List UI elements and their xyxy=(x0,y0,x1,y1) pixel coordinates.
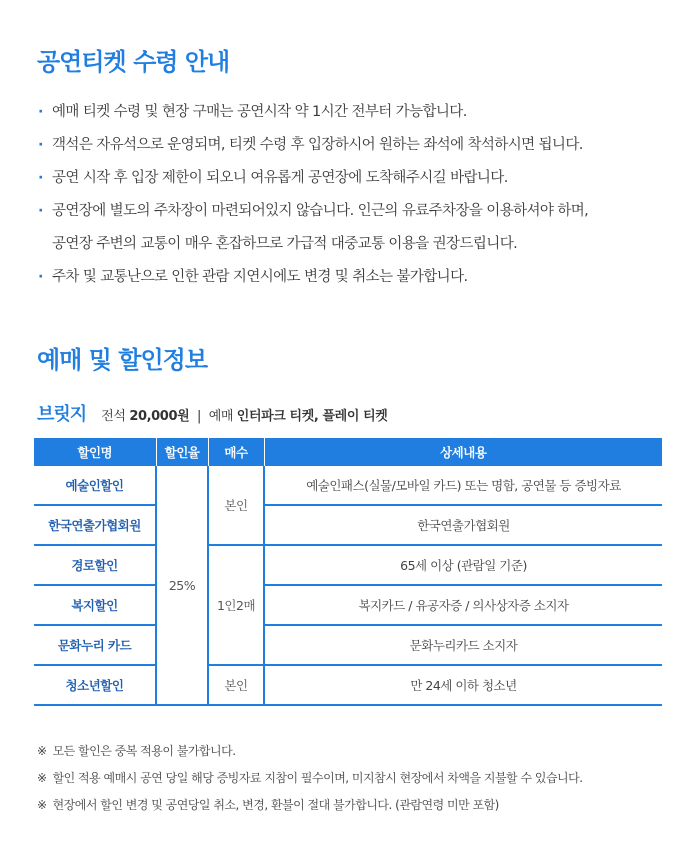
list-item: · 예매 티켓 수령 및 현장 구매는 공연시작 약 1시간 전부터 가능합니다. xyxy=(38,96,678,129)
table-row xyxy=(34,505,662,545)
list-item: · 공연장에 별도의 주차장이 마련되어있지 않습니다. 인근의 유료주차장을 이용하셔야 하며, xyxy=(38,195,678,228)
discount-detail: 복지카드 / 유공자증 / 의사상자증 소지자 xyxy=(264,585,662,625)
discount-rate: 25% xyxy=(156,466,208,705)
list-item: · 공연 시작 후 입장 제한이 되오니 여유롭게 공연장에 도착해주시길 바랍니다. xyxy=(38,162,678,195)
ticket-section-title: 공연티켓 수령 안내 xyxy=(37,48,230,76)
note-text: 모든 할인은 중복 적용이 불가합니다. xyxy=(52,744,236,758)
discount-name: 문화누리 카드 xyxy=(34,625,156,665)
list-item: · 객석은 자유석으로 운영되며, 티켓 수령 후 입장하시어 원하는 좌석에 착석하시면 됩니다. xyxy=(38,129,678,162)
discount-detail: 만 24세 이하 청소년 xyxy=(264,665,662,705)
show-info-line xyxy=(37,400,387,426)
table-header-row xyxy=(34,438,662,466)
notes-list xyxy=(37,738,677,819)
ticket-price: 20,000원 xyxy=(129,409,190,424)
ticket-count: 1인2매 xyxy=(208,545,264,665)
table-row xyxy=(34,625,662,665)
seat-label: 전석 xyxy=(101,409,126,424)
header-details: 상세내용 xyxy=(264,438,662,466)
discount-table xyxy=(34,438,662,706)
note-item xyxy=(37,738,677,765)
header-discount-rate: 할인율 xyxy=(156,438,208,466)
discount-name: 한국연출가협회원 xyxy=(34,505,156,545)
table-row xyxy=(34,585,662,625)
separator: | xyxy=(197,409,201,424)
ticket-count: 본인 xyxy=(208,466,264,545)
note-text: 현장에서 할인 변경 및 공연당일 취소, 변경, 환불이 절대 불가합니다. (관람연령 미만 포함) xyxy=(52,798,499,812)
header-ticket-count: 매수 xyxy=(208,438,264,466)
table-row xyxy=(34,466,662,505)
booking-vendors: 인터파크 티켓, 플레이 티켓 xyxy=(236,409,388,424)
list-item: · 주차 및 교통난으로 인한 관람 지연시에도 변경 및 취소는 불가합니다. xyxy=(38,261,678,294)
discount-detail: 65세 이상 (관람일 기준) xyxy=(264,545,662,585)
table-row xyxy=(34,665,662,705)
discount-detail: 한국연출가협회원 xyxy=(264,505,662,545)
note-item xyxy=(37,792,677,819)
note-mark: ※ xyxy=(37,771,47,785)
table-row xyxy=(34,545,662,585)
discount-name: 경로할인 xyxy=(34,545,156,585)
note-text: 할인 적용 예매시 공연 당일 해당 증빙자료 지참이 필수이며, 미지참시 현장에서 차액을 지불할 수 있습니다. xyxy=(52,771,583,785)
discount-detail: 예술인패스(실물/모바일 카드) 또는 명함, 공연물 등 증빙자료 xyxy=(264,466,662,505)
note-item xyxy=(37,765,677,792)
show-price-info xyxy=(101,409,387,424)
discount-name: 청소년할인 xyxy=(34,665,156,705)
note-mark: ※ xyxy=(37,798,47,812)
discount-name: 복지할인 xyxy=(34,585,156,625)
list-item-continuation: 공연장 주변의 교통이 매우 혼잡하므로 가급적 대중교통 이용을 권장드립니다. xyxy=(52,236,518,252)
discount-name: 예술인할인 xyxy=(34,466,156,505)
header-discount-name: 할인명 xyxy=(34,438,156,466)
ticket-notice-list xyxy=(38,96,678,294)
discount-detail: 문화누리카드 소지자 xyxy=(264,625,662,665)
booking-label: 예매 xyxy=(208,409,234,424)
show-name: 브릿지 xyxy=(37,404,87,425)
note-mark: ※ xyxy=(37,744,47,758)
discount-section-title: 예매 및 할인정보 xyxy=(37,346,207,374)
ticket-count: 본인 xyxy=(208,665,264,705)
